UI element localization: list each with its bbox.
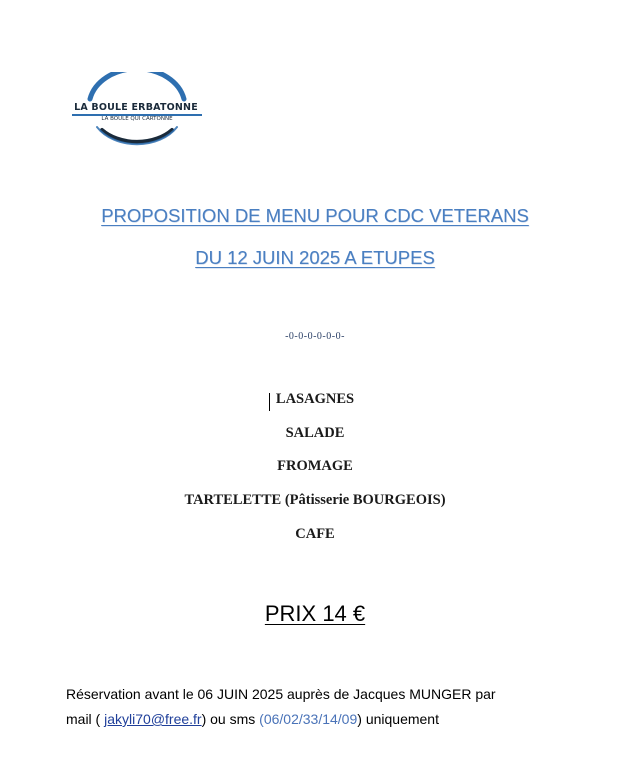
reservation-suffix: ) uniquement (357, 711, 439, 727)
logo-ring-graphic (62, 72, 212, 154)
reservation-middle: ) ou sms (201, 711, 260, 727)
phone-number: (06/02/33/14/09 (259, 711, 358, 727)
title-line-2: DU 12 JUIN 2025 A ETUPES (195, 247, 435, 268)
reservation-line-1: Réservation avant le 06 JUIN 2025 auprès de Jacques MUNGER par (66, 686, 496, 702)
reservation-text (66, 682, 566, 732)
menu-item-fromage: FROMAGE (277, 458, 353, 474)
email-link[interactable]: jakyli70@free.fr (104, 711, 202, 727)
reservation-prefix: mail ( (66, 711, 105, 727)
menu-item-salade: SALADE (285, 425, 345, 441)
separator: -0-0-0-0-0-0- (285, 331, 345, 342)
reservation-line-2 (66, 707, 566, 732)
club-logo (62, 72, 212, 154)
menu-item-lasagnes: LASAGNES (275, 391, 355, 407)
logo-name: LA BOULE ERBATONNE (74, 102, 198, 113)
menu-item-tartelette: TARTELETTE (Pâtisserie BOURGEOIS) (184, 492, 446, 508)
title-line-1: PROPOSITION DE MENU POUR CDC VETERANS (101, 205, 529, 226)
menu-item-cafe: CAFE (295, 526, 335, 542)
price: PRIX 14 € (264, 601, 366, 626)
logo-tagline: LA BOULE QUI CARTONNE (101, 116, 173, 122)
